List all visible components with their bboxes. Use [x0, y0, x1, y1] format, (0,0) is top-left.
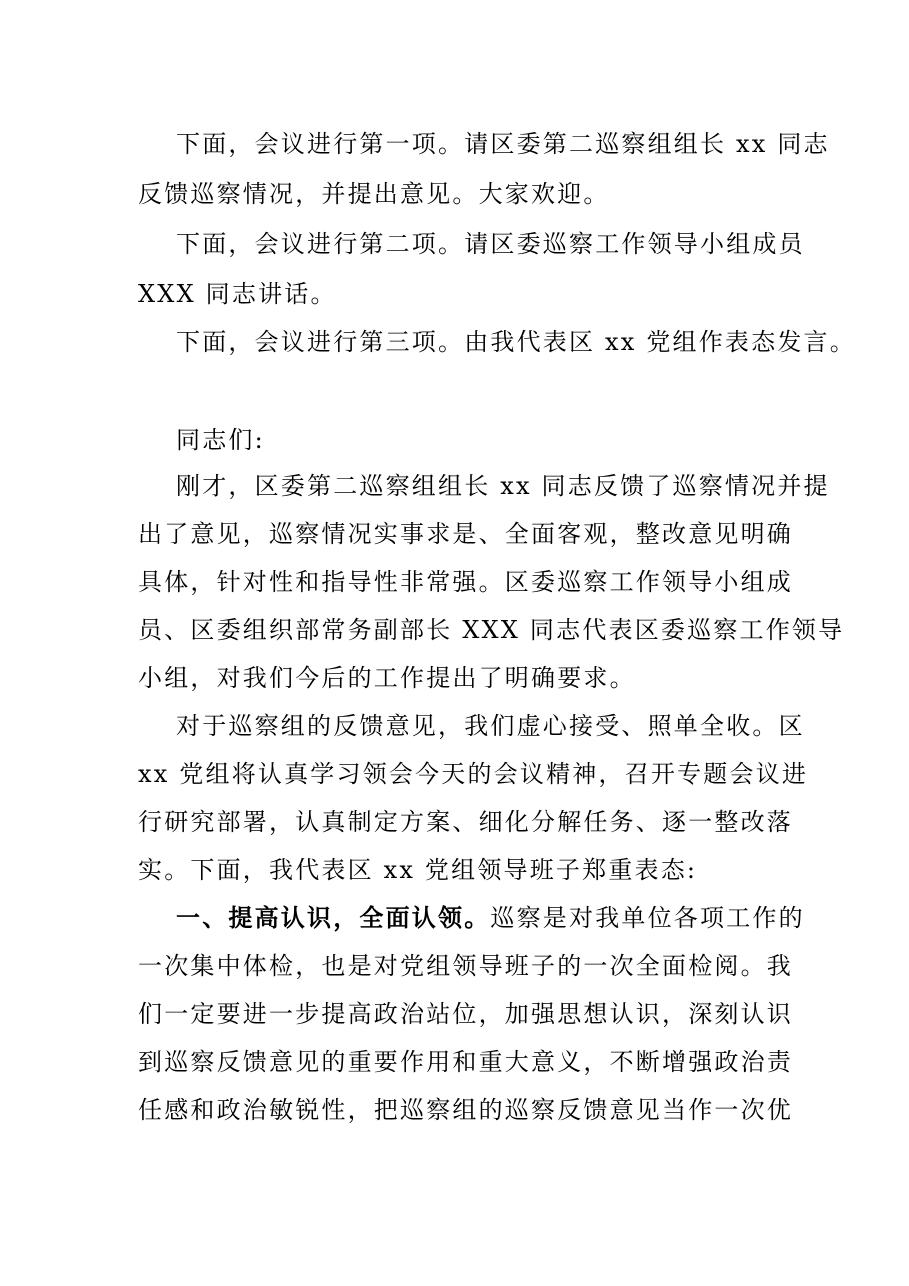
paragraph-1-line-5: 小组，对我们今后的工作提出了明确要求。 [138, 664, 636, 692]
paragraph-1-line-1: 刚才，区委第二巡察组组长 xx 同志反馈了巡察情况并提 [176, 472, 830, 500]
agenda-item-1-line-2: 反馈巡察情况，并提出意见。大家欢迎。 [138, 180, 610, 208]
section-1-line-1 [176, 902, 805, 934]
agenda-item-2-line-2: XXX 同志讲话。 [138, 280, 337, 308]
section-1-line-5: 任感和政治敏锐性，把巡察组的巡察反馈意见当作一次优 [138, 1096, 793, 1124]
paragraph-2-line-1: 对于巡察组的反馈意见，我们虚心接受、照单全收。区 [176, 712, 805, 740]
section-1-line-4: 到巡察反馈意见的重要作用和重大意义，不断增强政治责 [138, 1048, 793, 1076]
paragraph-2-line-3: 行研究部署，认真制定方案、细化分解任务、逐一整改落 [138, 808, 793, 836]
paragraph-2-line-4: 实。下面，我代表区 xx 党组领导班子郑重表态: [138, 856, 698, 884]
paragraph-1-line-3: 具体，针对性和指导性非常强。区委巡察工作领导小组成 [138, 568, 793, 596]
salutation: 同志们: [176, 426, 265, 454]
agenda-item-1-line-1: 下面，会议进行第一项。请区委第二巡察组组长 xx 同志 [176, 130, 830, 158]
paragraph-1-line-4: 员、区委组织部常务副部长 XXX 同志代表区委巡察工作领导 [138, 616, 845, 644]
agenda-item-3-line-1: 下面，会议进行第三项。由我代表区 xx 党组作表态发言。 [176, 328, 856, 356]
agenda-item-2-line-1: 下面，会议进行第二项。请区委巡察工作领导小组成员 [176, 230, 805, 258]
paragraph-1-line-2: 出了意见，巡察情况实事求是、全面客观，整改意见明确 [138, 520, 793, 548]
section-1-line-3: 们一定要进一步提高政治站位，加强思想认识，深刻认识 [138, 1000, 793, 1028]
section-1-heading: 一、提高认识，全面认领。 [176, 903, 491, 932]
section-1-line-2: 一次集中体检，也是对党组领导班子的一次全面检阅。我 [138, 952, 793, 980]
section-1-first-line-rest: 巡察是对我单位各项工作的 [490, 904, 805, 932]
paragraph-2-line-2: xx 党组将认真学习领会今天的会议精神，召开专题会议进 [138, 760, 809, 788]
